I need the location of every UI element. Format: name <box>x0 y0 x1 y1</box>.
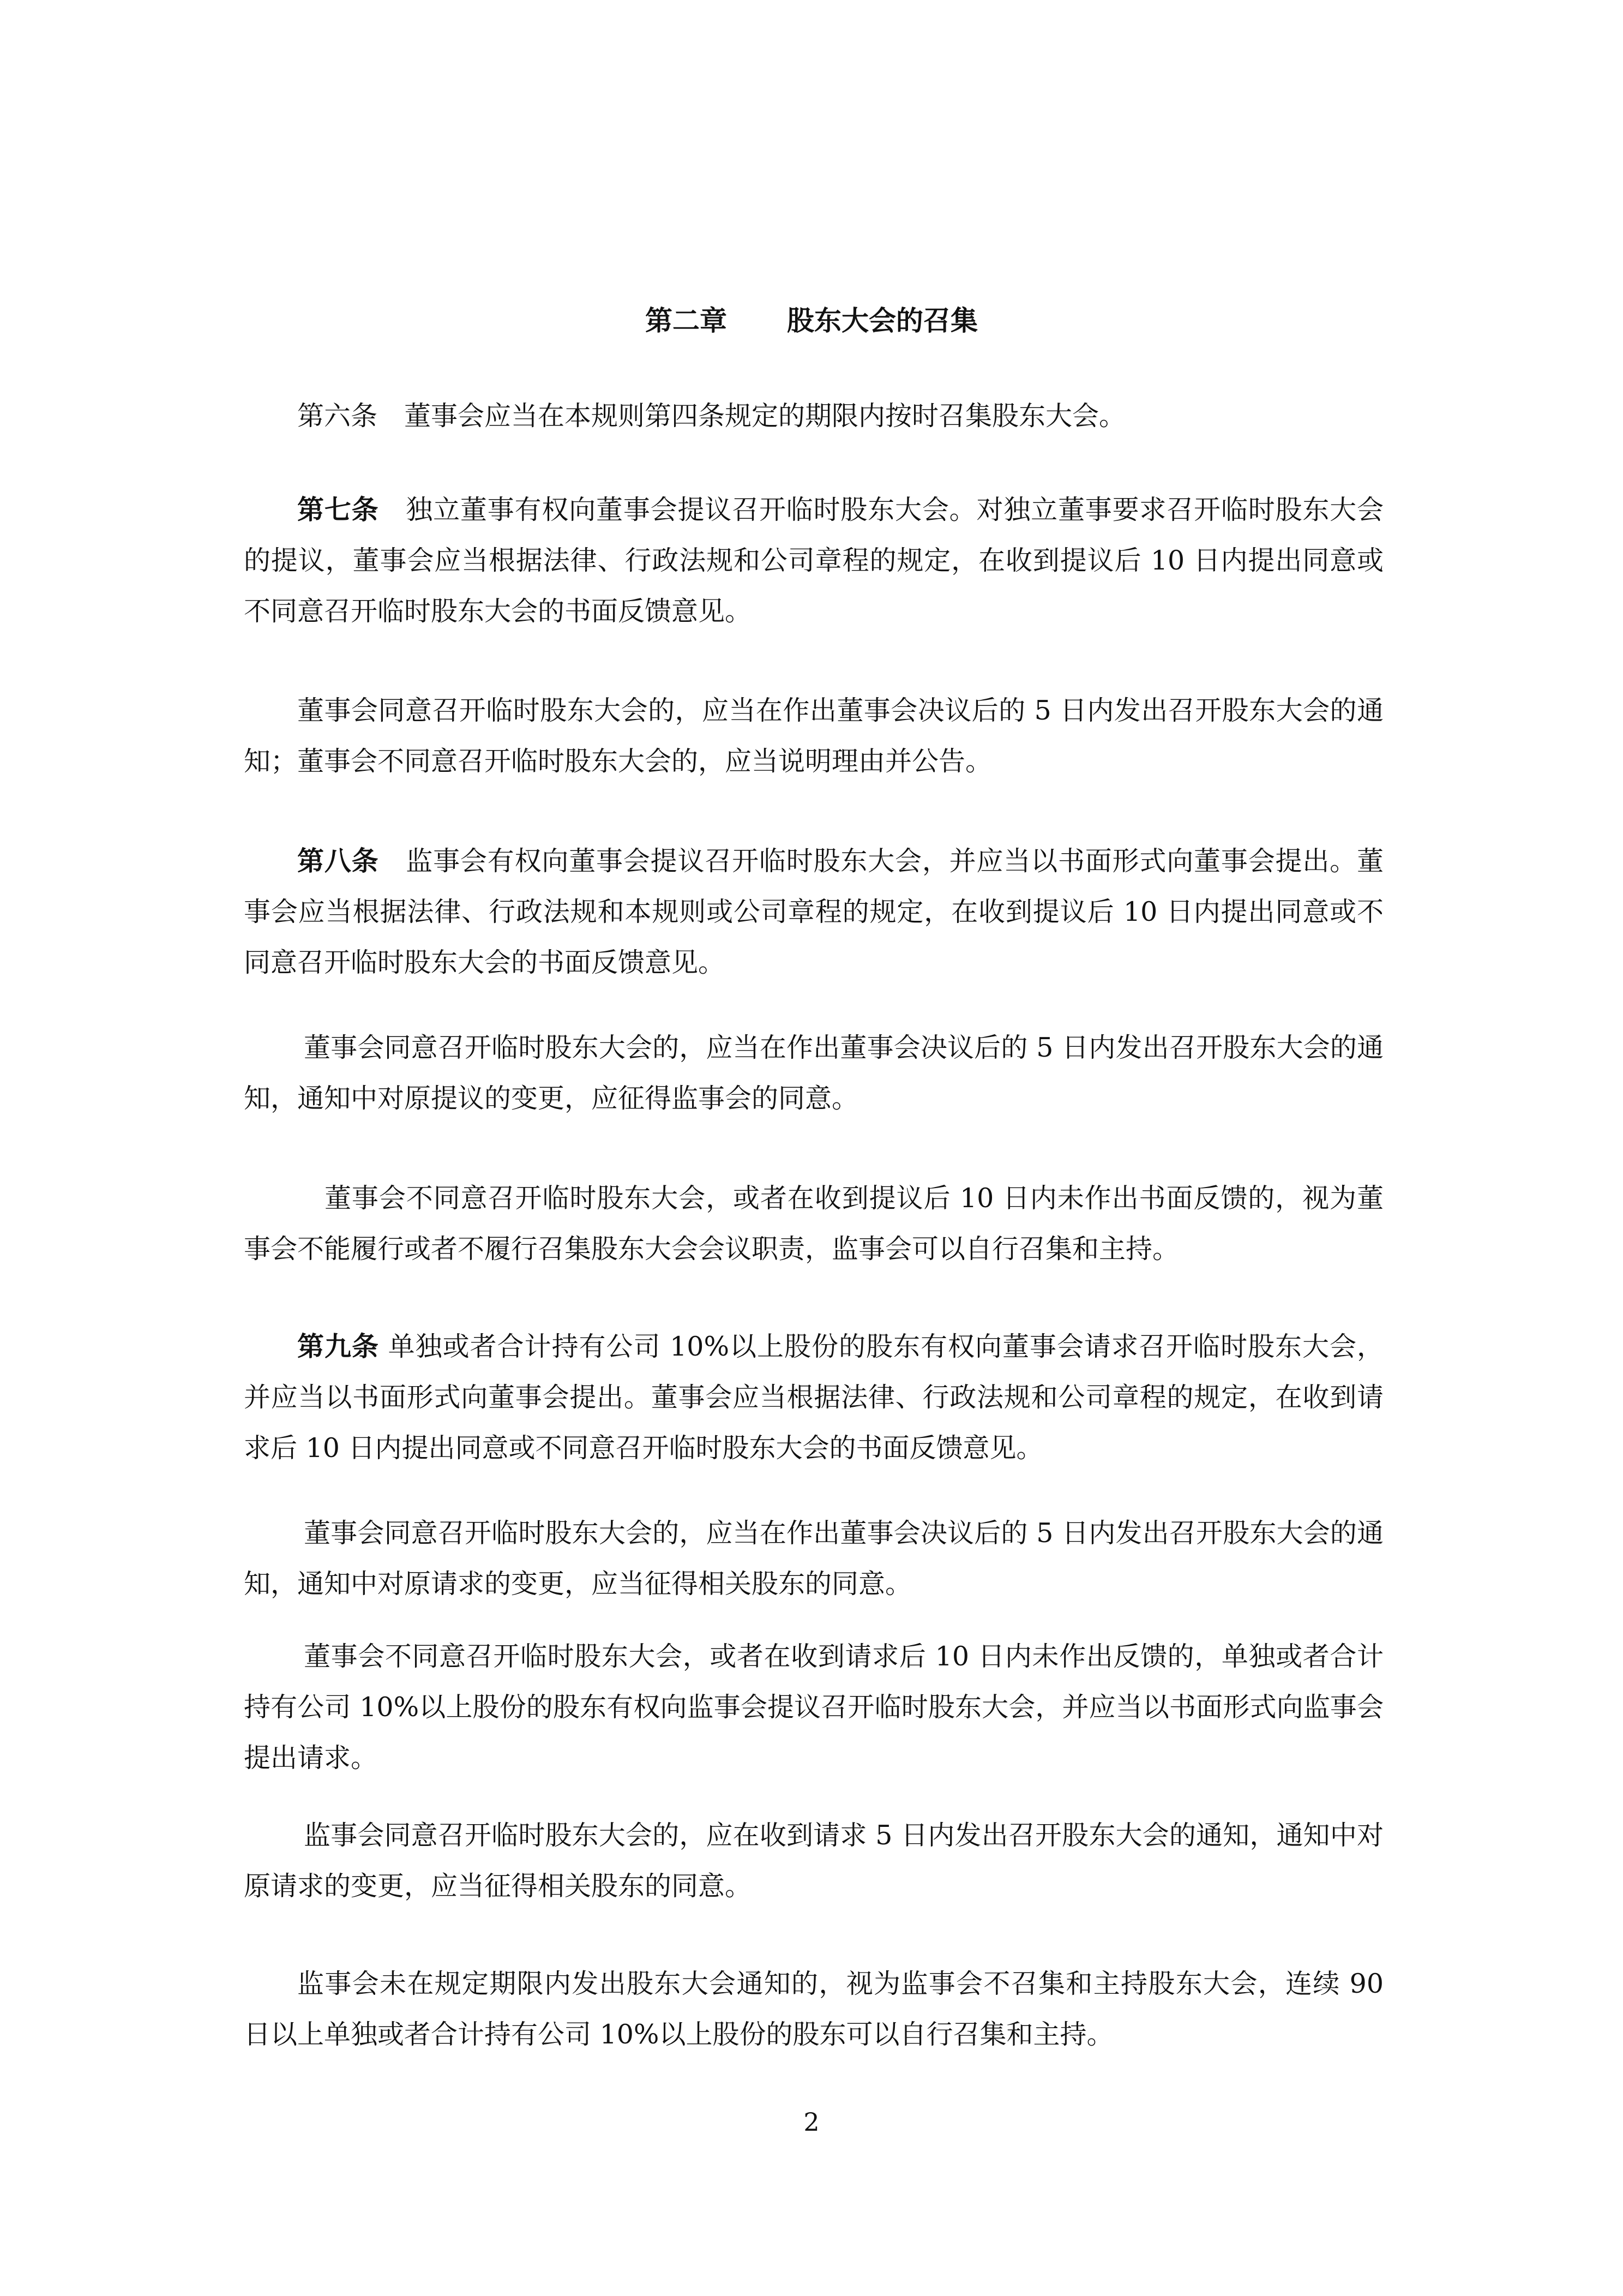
article-label: 第六条 <box>297 400 378 431</box>
paragraph <box>244 1022 1384 1124</box>
paragraph <box>244 1173 1384 1274</box>
article-text: 独立董事有权向董事会提议召开临时股东大会。对独立董事要求召开临时股东大会的提议，董事会应当根据法律、行政法规和公司章程的规定，在收到提议后 10 日内提出同意或不同意召开临时股东大会的书面反馈意见。 <box>244 494 1384 627</box>
paragraph <box>244 685 1384 787</box>
paragraph-text: 董事会同意召开临时股东大会的，应当在作出董事会决议后的 5 日内发出召开股东大会的通知，通知中对原提议的变更，应征得监事会的同意。 <box>244 1032 1384 1114</box>
article-text: 监事会有权向董事会提议召开临时股东大会，并应当以书面形式向董事会提出。董事会应当根据法律、行政法规和本规则或公司章程的规定，在收到提议后 10 日内提出同意或不同意召开临时股东大会的书面反馈意见。 <box>244 846 1384 978</box>
paragraph-text: 董事会不同意召开临时股东大会，或者在收到请求后 10 日内未作出反馈的，单独或者合计持有公司 10%以上股份的股东有权向监事会提议召开临时股东大会，并应当以书面形式向监事会提出请求。 <box>244 1641 1384 1773</box>
chapter-title: 股东大会的召集 <box>787 305 978 337</box>
paragraph <box>244 1810 1384 1911</box>
paragraph-text: 监事会未在规定期限内发出股东大会通知的，视为监事会不召集和主持股东大会，连续 90 日以上单独或者合计持有公司 10%以上股份的股东可以自行召集和主持。 <box>244 1968 1384 2050</box>
article-label: 第八条 <box>297 846 379 877</box>
article-8 <box>244 836 1384 988</box>
paragraph <box>244 1508 1384 1609</box>
paragraph <box>244 1631 1384 1783</box>
paragraph-text: 监事会同意召开临时股东大会的，应在收到请求 5 日内发出召开股东大会的通知，通知中对原请求的变更，应当征得相关股东的同意。 <box>244 1820 1384 1902</box>
paragraph <box>244 1958 1384 2060</box>
article-6 <box>244 391 1384 441</box>
article-text: 董事会应当在本规则第四条规定的期限内按时召集股东大会。 <box>404 400 1126 431</box>
article-label: 第九条 <box>297 1331 379 1362</box>
paragraph-text: 董事会同意召开临时股东大会的，应当在作出董事会决议后的 5 日内发出召开股东大会的通知，通知中对原请求的变更，应当征得相关股东的同意。 <box>244 1518 1384 1599</box>
article-label: 第七条 <box>297 494 379 525</box>
article-7 <box>244 484 1384 637</box>
page-number: 2 <box>803 2107 820 2137</box>
article-text: 单独或者合计持有公司 10%以上股份的股东有权向董事会请求召开临时股东大会，并应当以书面形式向董事会提出。董事会应当根据法律、行政法规和公司章程的规定，在收到请求后 10 日内提出同意或不同意召开临时股东大会的书面反馈意见。 <box>244 1331 1384 1464</box>
paragraph-text: 董事会同意召开临时股东大会的，应当在作出董事会决议后的 5 日内发出召开股东大会的通知；董事会不同意召开临时股东大会的，应当说明理由并公告。 <box>244 695 1384 777</box>
chapter-number: 第二章 <box>645 305 727 337</box>
chapter-heading <box>0 299 1623 343</box>
paragraph-text: 董事会不同意召开临时股东大会，或者在收到提议后 10 日内未作出书面反馈的，视为董事会不能履行或者不履行召集股东大会会议职责，监事会可以自行召集和主持。 <box>244 1183 1384 1264</box>
article-9 <box>244 1321 1384 1473</box>
